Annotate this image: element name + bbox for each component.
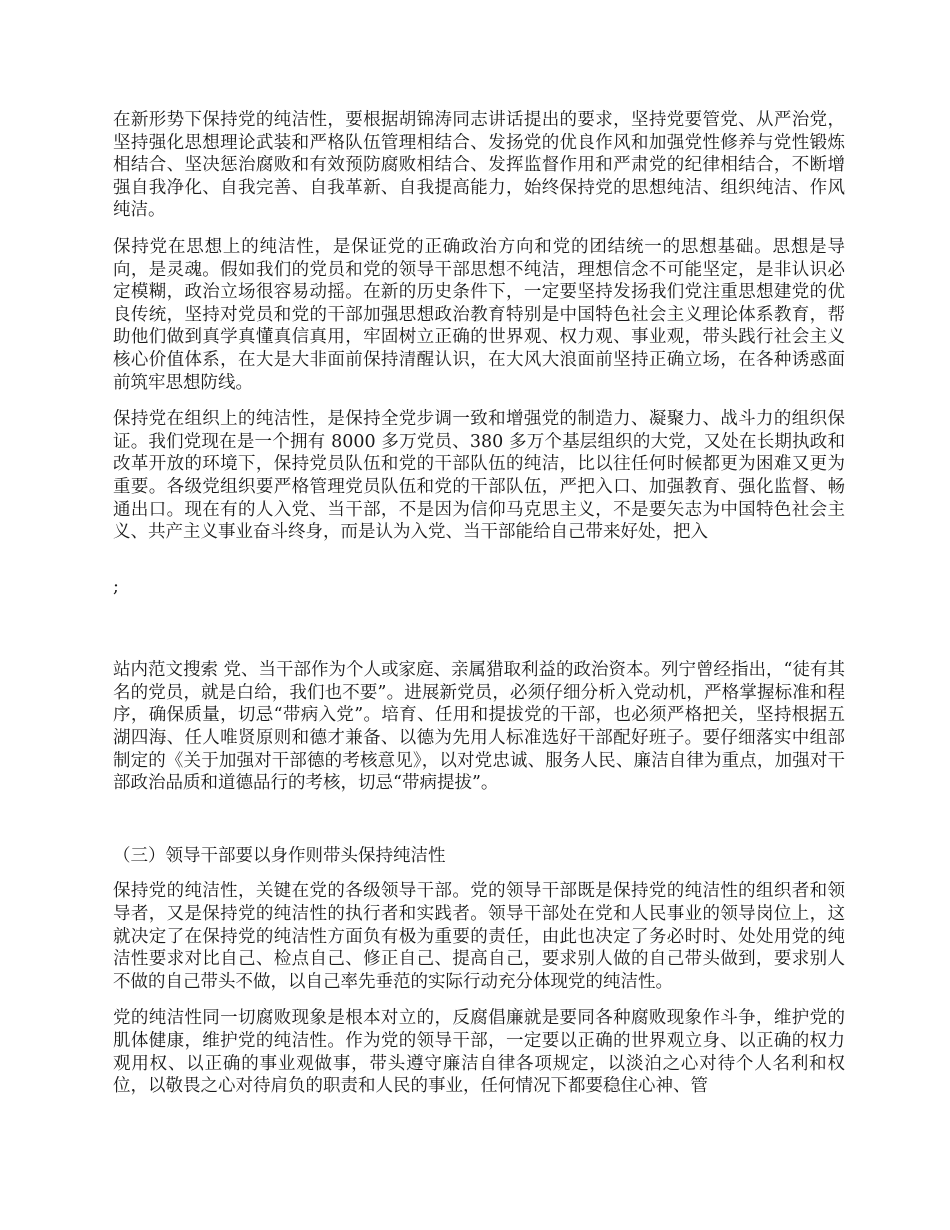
paragraph-leading-cadres-key: 保持党的纯洁性，关键在党的各级领导干部。党的领导干部既是保持党的纯洁性的组织者和领导者，又是保持党的纯洁性的执行者和实践者。领导干部处在党和人民事业的领导岗位上，这就决定了在保持党的纯洁性方面负有极为重要的责任，由此也决定了务必时时、处处用党的纯洁性要求对比自己、检点自己、修正自己、提高自己，要求别人做的自己带头做到，要求别人不做的自己带头不做，以自己率先垂范的实际行动充分体现党的纯洁性。 <box>113 881 845 992</box>
section-heading-leading-cadres: （三）领导干部要以身作则带头保持纯洁性 <box>113 845 446 866</box>
paragraph-purity-requirements: 在新形势下保持党的纯洁性，要根据胡锦涛同志讲话提出的要求，坚持党要管党、从严治党，坚持强化思想理论武装和严格队伍管理相结合、发扬党的优良作风和加强党性修养与党性锻炼相结合、坚决惩治腐败和有效预防腐败相结合、发挥监督作用和严肃党的纪律相结合，不断增强自我净化、自我完善、自我革新、自我提高能力，始终保持党的思想纯洁、组织纯洁、作风纯洁。 <box>113 110 845 221</box>
paragraph-organizational-purity: 保持党在组织上的纯洁性，是保持全党步调一致和增强党的制造力、凝聚力、战斗力的组织保证。我们党现在是一个拥有 8000 多万党员、380 多万个基层组织的大党，又处在长期执政和改革开放的环境下，保持党员队伍和党的干部队伍的纯洁，比以往任何时候都更为困难又更为重要。各级党组织要严格管理党员队伍和党的干部队伍，严把入口、加强教育、强化监督、畅通出口。现在有的人入党、当干部，不是因为信仰马克思主义，不是要矢志为中国特色社会主义、共产主义事业奋斗终身，而是认为入党、当干部能给自己带来好处，把入 <box>113 409 845 543</box>
document-page <box>113 106 845 1098</box>
paragraph-anti-corruption: 党的纯洁性同一切腐败现象是根本对立的，反腐倡廉就是要同各种腐败现象作斗争，维护党的肌体健康，维护党的纯洁性。作为党的领导干部，一定要以正确的世界观立身、以正确的权力观用权、以正确的事业观做事，带头遵守廉洁自律各项规定，以淡泊之心对待个人名利和权位，以敬畏之心对待肩负的职责和人民的事业，任何情况下都要稳住心神、管 <box>113 1008 845 1097</box>
stray-semicolon: ; <box>113 576 119 597</box>
paragraph-ideological-purity: 保持党在思想上的纯洁性，是保证党的正确政治方向和党的团结统一的思想基础。思想是导向，是灵魂。假如我们的党员和党的领导干部思想不纯洁，理想信念不可能坚定，是非认识必定模糊，政治立场很容易动摇。在新的历史条件下，一定要坚持发扬我们党注重思想建党的优良传统，坚持对党员和党的干部加强思想政治教育特别是中国特色社会主义理论体系教育，帮助他们做到真学真懂真信真用，牢固树立正确的世界观、权力观、事业观，带头践行社会主义核心价值体系，在大是大非面前保持清醒认识，在大风大浪面前坚持正确立场，在各种诱惑面前筑牢思想防线。 <box>113 236 845 393</box>
paragraph-cadre-selection: 站内范文搜索 党、当干部作为个人或家庭、亲属猎取利益的政治资本。列宁曾经指出，“徒有其名的党员，就是白给，我们也不要”。进展新党员，必须仔细分析入党动机，严格掌握标准和程序，确保质量，切忌“带病入党”。培育、任用和提拔党的干部，也必须严格把关，坚持根据五湖四海、任人唯贤原则和德才兼备、以德为先用人标准选好干部配好班子。要仔细落实中组部制定的《关于加强对干部德的考核意见》，以对党忠诚、服务人民、廉洁自律为重点，加强对干部政治品质和道德品行的考核，切忌“带病提拔”。 <box>113 660 846 794</box>
